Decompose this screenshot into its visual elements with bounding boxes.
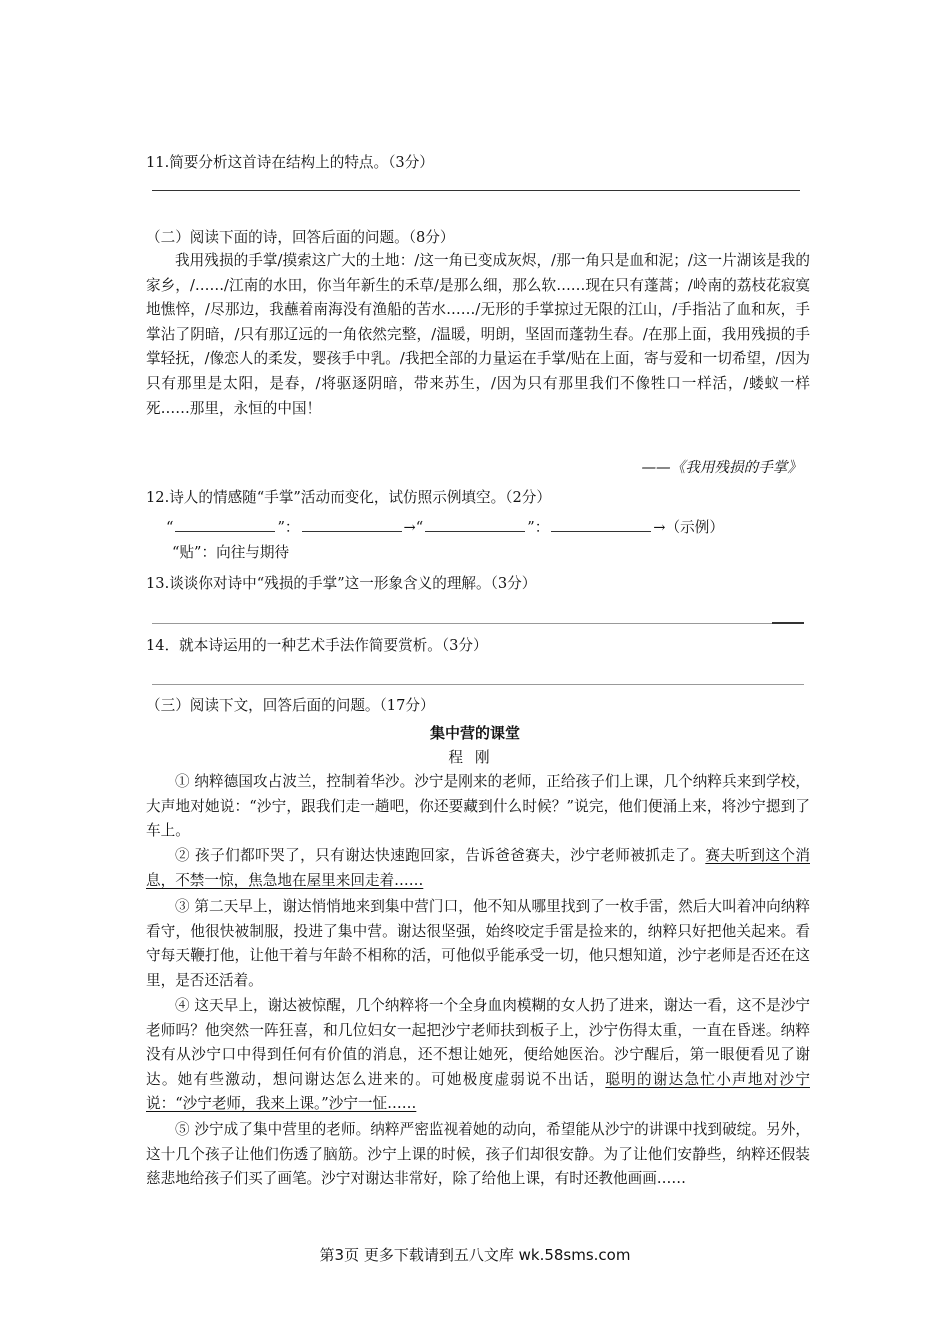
article-paragraph-1: ① 纳粹德国攻占波兰，控制着华沙。沙宁是刚来的老师，正给孩子们上课，几个纳粹兵来到学校，大声地对她说：“沙宁，跟我们走一趟吧，你还要藏到什么时候？”说完，他们便涌上来，将沙宁摁到了车上。	[146, 773, 810, 840]
paragraph-4-underlined: 聪明的谢达急忙小声地对沙宁说：“沙宁老师，我来上课。”沙宁一怔……	[146, 1070, 810, 1113]
example-label: （示例）	[665, 519, 724, 536]
open-quote: “	[415, 519, 424, 536]
poem-source: ——《我用残损的手掌》	[641, 459, 802, 476]
close-quote: ”：	[527, 519, 550, 536]
close-quote: ”：	[277, 519, 300, 536]
example-line: “贴”：向往与期待	[172, 544, 290, 561]
question-12: 12.诗人的情感随“手掌”活动而变化，试仿照示例填空。（2分）	[146, 489, 551, 506]
question-11: 11.简要分析这首诗在结构上的特点。（3分）	[146, 154, 434, 171]
arrow-1: →	[403, 519, 416, 536]
blank-action-2[interactable]	[425, 517, 525, 532]
open-quote: “	[166, 519, 174, 536]
arrow-2: →	[653, 519, 666, 536]
answer-line-13	[152, 623, 772, 624]
answer-line-14	[152, 684, 804, 685]
article-title: 集中营的课堂	[429, 724, 520, 742]
question-13: 13.谈谈你对诗中“残损的手掌”这一形象含义的理解。（3分）	[146, 575, 537, 592]
paragraph-2-underlined: 赛夫听到这个消息，不禁一惊，焦急地在屋里来回走着……	[146, 847, 810, 889]
blank-emotion-1[interactable]	[302, 517, 402, 532]
section-2-header: （二）阅读下面的诗，回答后面的问题。（8分）	[146, 229, 455, 246]
article-paragraph-2	[146, 844, 810, 893]
poem-text: 我用残损的手掌/摸索这广大的土地：/这一角已变成灰烬，/那一角只是血和泥；/这一片湖该是我的家乡，/……/江南的水田，你当年新生的禾草/是那么细，那么软……现在只有蓬蒿；/岭南的荔枝花寂寞地憔悴，/尽那边，我蘸着南海没有渔船的苦水……/无形的手掌掠过无限的江山，/手指沾了血和灰，手掌沾了阴暗，/只有那辽远的一角依然完整，/温暖，明朗，坚固而蓬勃生春。/在那上面，我用残损的手掌轻抚，/像恋人的柔发，婴孩手中乳。/我把全部的力量运在手掌/贴在上面，寄与爱和一切希望，/因为只有那里是太阳，是春，/将驱逐阴暗，带来苏生，/因为只有那里我们不像牲口一样活，/蝼蚁一样死……那里，永恒的中国！	[146, 252, 810, 417]
blank-emotion-2[interactable]	[551, 517, 651, 532]
article-paragraph-3: ③ 第二天早上，谢达悄悄地来到集中营门口，他不知从哪里找到了一枚手雷，然后大叫着冲向纳粹看守，他很快被制服，投进了集中营。谢达很坚强，始终咬定手雷是捡来的，纳粹只好把他关起来。看守每天鞭打他，让他干着与年龄不相称的活，可他似乎能承受一切，他只想知道，沙宁老师是否还在这里，是否还活着。	[146, 898, 810, 989]
page-footer: 第3页 更多下载请到五八文库 wk.58sms.com	[319, 1246, 631, 1264]
article-paragraph-5: ⑤ 沙宁成了集中营里的老师。纳粹严密监视着她的动向，希望能从沙宁的讲课中找到破绽。另外，这十几个孩子让他们伤透了脑筋。沙宁上课的时候，孩子们却很安静。为了让他们安静些，纳粹还假装慈悲地给孩子们买了画笔。沙宁对谢达非常好，除了给他上课，有时还教他画画……	[146, 1121, 810, 1188]
question-14: 14．就本诗运用的一种艺术手法作简要赏析。（3分）	[146, 637, 488, 654]
article-author: 程刚	[448, 749, 502, 766]
paragraph-4-text: ④ 这天早上，谢达被惊醒，几个纳粹将一个全身血肉模糊的女人扔了进来，谢达一看，这不是沙宁老师吗？他突然一阵狂喜，和几位妇女一起把沙宁老师扶到板子上，沙宁伤得太重，一直在昏迷。纳粹没有从沙宁口中得到任何有价值的消息，还不想让她死，便给她医治。沙宁醒后，第一眼便看见了谢达。她有些激动，想问谢达怎么进来的。可她极度虚弱说不出话，	[146, 997, 810, 1088]
answer-line-13-end	[772, 622, 804, 624]
article-paragraph-4	[146, 994, 810, 1117]
paragraph-2-text: ② 孩子们都吓哭了，只有谢达快速跑回家，告诉爸爸赛夫，沙宁老师被抓走了。	[175, 847, 706, 864]
answer-line-11	[152, 190, 800, 191]
fill-in-row	[166, 517, 724, 539]
blank-action-1[interactable]	[175, 517, 275, 532]
section-3-header: （三）阅读下文，回答后面的问题。（17分）	[146, 697, 435, 714]
